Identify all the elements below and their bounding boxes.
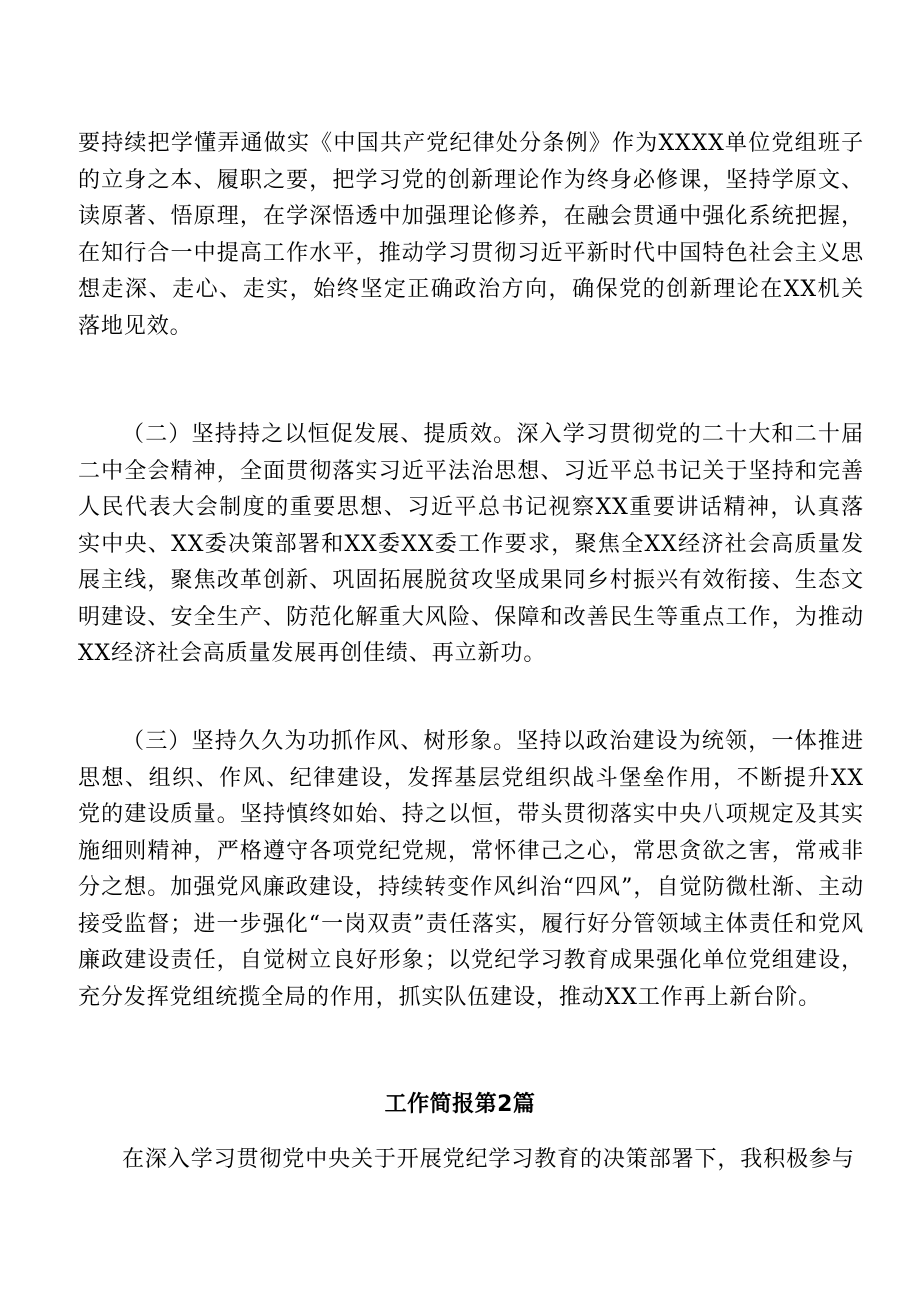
- body-paragraph-1: 要持续把学懂弄通做实《中国共产党纪律处分条例》作为XXXX单位党组班子的立身之本、履职之要，把学习党的创新理论作为终身必修课，坚持学原文、读原著、悟原理，在学深悟透中加强理论修养，在融会贯通中强化系统把握，在知行合一中提高工作水平，推动学习贯彻习近平新时代中国特色社会主义思想走深、走心、走实，始终坚定正确政治方向，确保党的创新理论在XX机关落地见效。: [78, 131, 864, 339]
- closing-paragraph: 在深入学习贯彻党中央关于开展党纪学习教育的决策部署下，我积极参与: [122, 1147, 855, 1172]
- body-paragraph-3: （三）坚持久久为功抓作风、树形象。坚持以政治建设为统领，一体推进思想、组织、作风、纪律建设，发挥基层党组织战斗堡垒作用，不断提升XX党的建设质量。坚持慎终如始、持之以恒，带头贯彻落实中央八项规定及其实施细则精神，严格遵守各项党纪党规，常怀律己之心，常思贪欲之害，常戒非分之想。加强党风廉政建设，持续转变作风纠治“四风”，自觉防微杜渐、主动接受监督；进一步强化“一岗双责”责任落实，履行好分管领域主体责任和党风廉政建设责任，自觉树立良好形象；以党纪学习教育成果强化单位党组建设，充分发挥党组统揽全局的作用，抓实队伍建设，推动XX工作再上新台阶。: [78, 729, 864, 1010]
- section-heading: 工作简报第2篇: [384, 1092, 536, 1117]
- body-paragraph-2: （二）坚持持之以恒促发展、提质效。深入学习贯彻党的二十大和二十届二中全会精神，全面贯彻落实习近平法治思想、习近平总书记关于坚持和完善人民代表大会制度的重要思想、习近平总书记视察XX重要讲话精神，认真落实中央、XX委决策部署和XX委XX委工作要求，聚焦全XX经济社会高质量发展主线，聚焦改革创新、巩固拓展脱贫攻坚成果同乡村振兴有效衔接、生态文明建设、安全生产、防范化解重大风险、保障和改善民生等重点工作，为推动XX经济社会高质量发展再创佳绩、再立新功。: [78, 422, 864, 666]
